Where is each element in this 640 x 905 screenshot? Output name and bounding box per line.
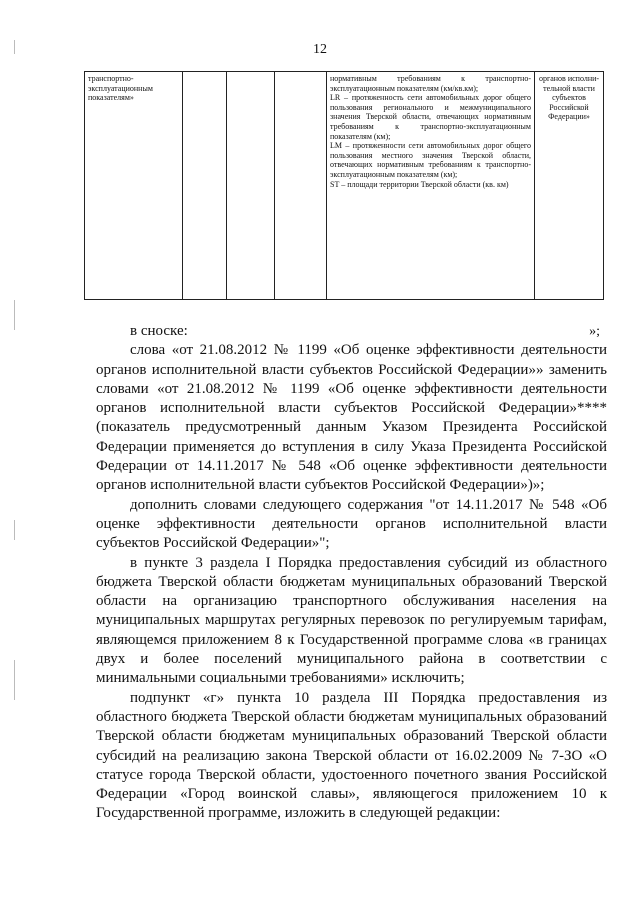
closing-quote-mark: »; [589, 324, 600, 339]
paragraph-supplement-words: дополнить словами следующего содержания "от 14.11.2017 № 548 «Об оценке эффективности деятельности органов исполнительной власти субъектов Российской Федерации»"; [96, 496, 607, 552]
page-number: 12 [313, 42, 327, 57]
paragraph-section-iii-clause-10: подпункт «г» пункта 10 раздела III Порядка предоставления из областного бюджета Тверской области бюджетам муниципальных образований Тверской области бюджетам муниципальных образований Тверской области субсидий на реализацию закона Тверской области от 16.02.2009 № 7-ЗО «О статусе города Тверской области, удостоенного почетного звания Российской Федерации «Город воинской славы», являющегося приложением 10 к Государственной программе, изложить в следующей редакции: [96, 689, 607, 822]
table-cell-empty [275, 72, 327, 300]
table-cell-source: органов исполни-тельной власти субъектов Российской Федерации» [535, 72, 604, 300]
table-cell-indicator: транспортно-эксплуатационным показателям» [85, 72, 183, 300]
scan-mark [14, 300, 15, 330]
document-body [96, 323, 607, 824]
table-cell-empty [227, 72, 275, 300]
scan-mark [14, 520, 15, 540]
table-cell-empty [183, 72, 227, 300]
indicator-table [84, 71, 604, 300]
paragraph-section-i-clause-3: в пункте 3 раздела I Порядка предоставления субсидий из областного бюджета Тверской области бюджетам муниципальных образований Тверской области на организацию транспортного обслуживания населения на муниципальных маршрутах регулярных перевозок по регулируемым тарифам, являющемся приложением 8 к Государственной программе слова «в границах двух и более поселений муниципального района в соответствии с минимальными социальными требованиями» исключить; [96, 554, 607, 687]
paragraph-footnote-intro: в сноске: [130, 323, 188, 339]
table-cell-formula-description: нормативным требованиям к транспортно-эксплуатационным показателям (км/кв.км); LR – протяженность сети автомобильных дорог общего пользования регионального и межмуниципального значения Тверской области, отвечающих нормативным требованиям к транспортно-эксплуатационным показателям (км); LM – протяженности сети автомобильных дорог общего пользования местного значения Тверской области, отвечающих нормативным требованиям к транспортно-эксплуатационным показателям (км); ST – площади территории Тверской области (кв. км) [327, 72, 535, 300]
table-row [85, 72, 604, 300]
scan-mark [14, 660, 15, 700]
paragraph-replace-words: слова «от 21.08.2012 № 1199 «Об оценке эффективности деятельности органов исполнительной власти субъектов Российской Федерации»» заменить словами «от 21.08.2012 № 1199 «Об оценке эффективности деятельности органов исполнительной власти субъектов Российской Федерации»**** (показатель предусмотренный данным Указом Президента Российской Федерации применяется до вступления в силу Указа Президента Российской Федерации от 14.11.2017 № 548 «Об оценке эффективности деятельности органов исполнительной власти субъектов Российской Федерации»)»; [96, 342, 607, 494]
